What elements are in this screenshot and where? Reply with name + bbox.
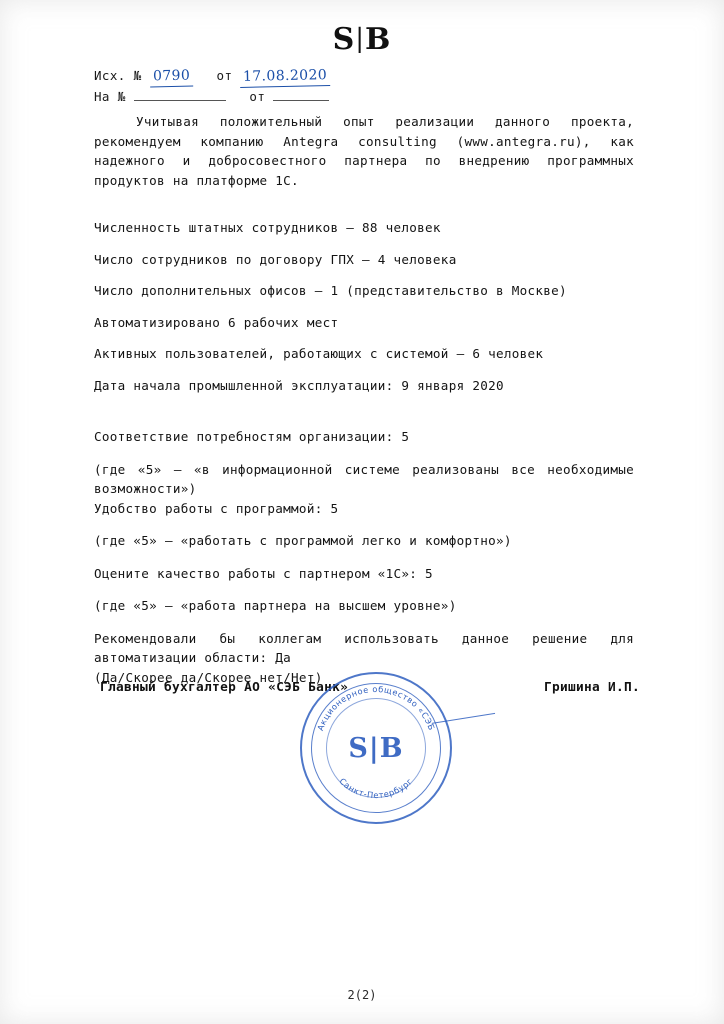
stamp-bottom-text: Санкт-Петербург [337, 775, 415, 801]
note-partner-quality: (где «5» – «работа партнера на высшем уровне») [94, 598, 457, 613]
incoming-reference-line [94, 87, 330, 106]
seb-logo [0, 22, 724, 57]
signatory-name: Гришина И.П. [543, 680, 640, 695]
stat-line-workplaces: Автоматизировано 6 рабочих мест [94, 314, 339, 330]
stamp-inner-ring [326, 698, 426, 801]
document-body [94, 112, 634, 700]
outgoing-label: Исх. № [94, 68, 142, 83]
incoming-date-label: от [249, 89, 266, 104]
incoming-number-blank [134, 88, 226, 101]
spacer [94, 190, 634, 218]
stamp-top-text: Акционерное общество «СЭБ [314, 683, 438, 732]
intro-paragraph: Учитывая положительный опыт реализации данного проекта, рекомендуем компанию Antegra consulting (www.antegra.ru), как надежного и добросовестного партнера по внедрению программных продуктов на платформе 1С. [94, 114, 634, 188]
spacer [94, 407, 634, 427]
signature-line [100, 680, 640, 695]
question-usability: Удобство работы с программой: 5 [94, 500, 339, 516]
note-usability: (где «5» – «работать с программой легко и комфортно») [94, 533, 512, 548]
stat-line-offices: Число дополнительных офисов – 1 (представительство в Москве) [94, 283, 567, 298]
signatory-position: Главный бухгалтер АО «СЭБ Банк» [100, 680, 349, 695]
outgoing-reference-line [94, 66, 330, 87]
note-recommend-options: (Да/Скорее да/Скорее нет/Нет) [94, 669, 323, 685]
reference-block [94, 66, 330, 106]
question-needs-match: Соответствие потребностям организации: 5 [94, 429, 410, 444]
incoming-label: На № [94, 89, 126, 104]
stamp-center-logo: S|B [348, 732, 404, 764]
outgoing-number: 0790 [149, 67, 193, 88]
outgoing-date-label: от [216, 68, 233, 83]
logo-letter-b: B [365, 22, 392, 57]
logo-divider: | [355, 24, 366, 54]
stamp-middle-ring [311, 683, 441, 813]
stamp-bottom-text-el [337, 776, 414, 800]
question-recommend: Рекомендовали бы коллегам использовать данное решение для автоматизации области: Да [94, 630, 634, 665]
page-number: 2(2) [347, 988, 377, 1002]
stat-line-start-date: Дата начала промышленной эксплуатации: 9 января 2020 [94, 377, 504, 393]
note-needs-match: (где «5» – «в информационной системе реализованы все необходимые возможности») [94, 461, 634, 496]
stat-line-staff: Численность штатных сотрудников – 88 человек [94, 220, 441, 235]
seb-logo-text [333, 22, 392, 57]
stat-line-contract: Число сотрудников по договору ГПХ – 4 человека [94, 251, 457, 267]
logo-letter-s: S [332, 22, 356, 57]
question-partner-quality: Оцените качество работы с партнером «1С»: 5 [94, 565, 433, 581]
outgoing-date: 17.08.2020 [240, 66, 331, 88]
stat-line-active-users: Активных пользователей, работающих с системой – 6 человек [94, 346, 544, 361]
incoming-date-blank [273, 88, 329, 101]
